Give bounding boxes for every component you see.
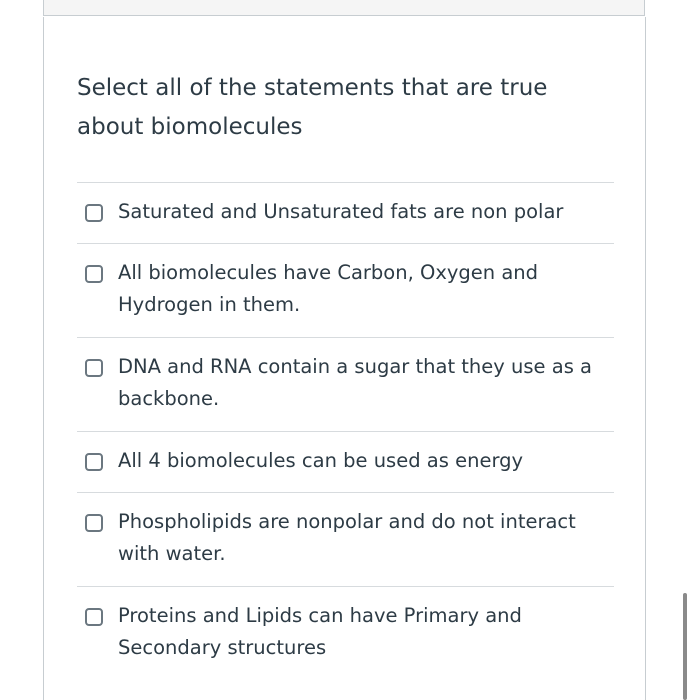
checkbox[interactable] [85,265,103,283]
checkbox[interactable] [85,359,103,377]
previous-question-panel [43,0,645,16]
question-text: Select all of the statements that are true about biomolecules [77,75,548,140]
answer-label: Proteins and Lipids can have Primary and Secondary structures [118,604,522,659]
checkbox[interactable] [85,608,103,626]
answer-list [77,182,614,680]
checkbox[interactable] [85,514,103,532]
answer-label: Phospholipids are nonpolar and do not interact with water. [118,510,576,565]
answer-option-4[interactable] [77,431,614,492]
answer-option-3[interactable] [77,337,614,431]
checkbox[interactable] [85,453,103,471]
answer-option-2[interactable] [77,243,614,337]
checkbox[interactable] [85,204,103,222]
answer-label: All 4 biomolecules can be used as energy [118,449,524,472]
answer-option-5[interactable] [77,492,614,586]
answer-label: DNA and RNA contain a sugar that they use as a backbone. [118,355,592,410]
answer-label: Saturated and Unsaturated fats are non polar [118,200,564,223]
answer-label: All biomolecules have Carbon, Oxygen and Hydrogen in them. [118,261,539,316]
scrollbar-thumb[interactable] [683,593,687,700]
answer-option-6[interactable] [77,586,614,680]
answer-option-1[interactable] [77,182,614,243]
question-card [43,17,646,700]
